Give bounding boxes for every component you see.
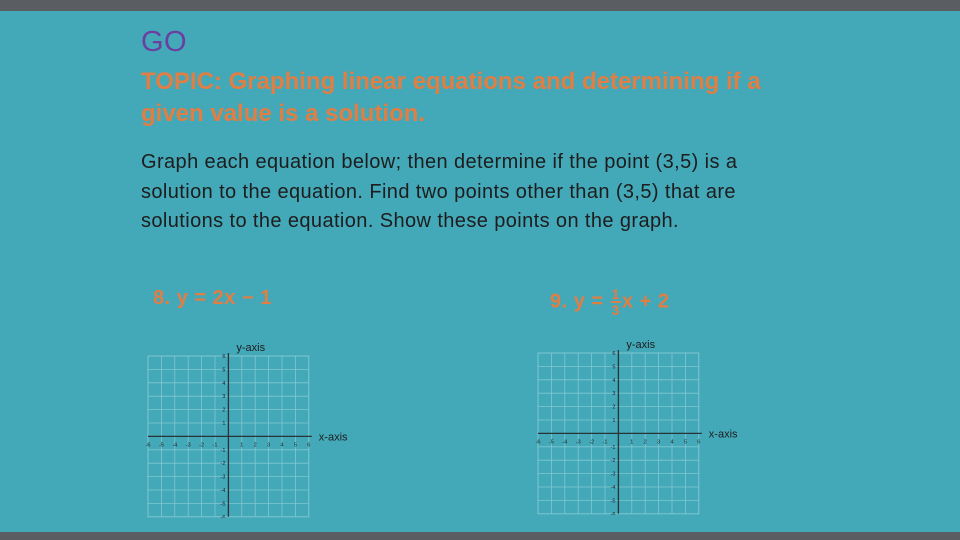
x-tick-label: 4 <box>670 439 674 446</box>
x-tick-label: 5 <box>293 442 297 449</box>
x-tick-label: 6 <box>697 439 701 446</box>
y-tick-label: 1 <box>612 418 616 424</box>
problem-9-prefix: 9. y = <box>550 290 610 313</box>
instructions-text: Graph each equation below; then determine if the point (3,5) is a solution to the equation. Find two points other than (3,5) that are solutions to the equation. Show these points on the graph. <box>141 151 738 232</box>
y-tick-label: 6 <box>612 351 616 357</box>
x-axis-label: x-axis <box>708 428 738 441</box>
fraction-denominator: 3 <box>611 302 620 318</box>
x-tick-label: 1 <box>240 442 244 449</box>
y-tick-label: 3 <box>612 391 616 398</box>
x-tick-label: 2 <box>643 439 647 446</box>
x-tick-label: 2 <box>253 442 257 449</box>
x-tick-label: -2 <box>589 439 595 446</box>
y-axis-label: y-axis <box>626 339 656 351</box>
topic-title: TOPIC: Graphing linear equations and determining if a given value is a solution. <box>141 68 761 127</box>
y-tick-label: -1 <box>610 444 616 451</box>
x-tick-label: -4 <box>172 442 178 449</box>
graph-problem-9[interactable] <box>530 333 745 515</box>
x-tick-label: -5 <box>158 442 164 449</box>
x-tick-label: -3 <box>575 439 581 446</box>
y-tick-label: -4 <box>610 485 616 491</box>
x-tick-label: -3 <box>185 442 191 449</box>
slide-heading: GO <box>141 26 188 58</box>
problem-9-equation <box>550 287 670 317</box>
y-tick-label: -2 <box>220 461 226 468</box>
x-tick-label: 4 <box>280 442 284 449</box>
y-tick-label: -2 <box>610 458 616 465</box>
y-tick-label: 5 <box>612 364 616 371</box>
x-tick-label: 6 <box>307 442 311 449</box>
y-tick-label: 4 <box>222 380 226 387</box>
x-tick-label: 5 <box>683 439 687 446</box>
y-tick-label: -3 <box>220 474 226 481</box>
y-tick-label: 1 <box>222 421 226 427</box>
y-tick-label: 6 <box>222 354 226 360</box>
x-tick-label: -1 <box>602 439 608 446</box>
y-tick-label: -5 <box>220 501 226 508</box>
x-tick-label: -1 <box>212 442 218 449</box>
x-tick-label: -4 <box>562 439 568 446</box>
x-tick-label: 1 <box>630 439 634 446</box>
fraction-numerator: 1 <box>611 286 620 302</box>
y-tick-label: -3 <box>610 471 616 478</box>
y-tick-label: -6 <box>220 514 226 518</box>
y-tick-label: -1 <box>220 447 226 454</box>
bottom-bar <box>0 532 960 540</box>
x-tick-label: -6 <box>145 442 151 449</box>
x-axis-label: x-axis <box>318 431 348 444</box>
graph-problem-8[interactable] <box>140 336 355 518</box>
y-tick-label: 3 <box>222 394 226 401</box>
y-tick-label: -4 <box>220 488 226 494</box>
y-tick-label: 5 <box>222 367 226 374</box>
fraction-one-third <box>611 287 621 317</box>
x-tick-label: -6 <box>535 439 541 446</box>
y-tick-label: 2 <box>612 404 616 411</box>
y-tick-label: 2 <box>222 407 226 414</box>
x-tick-label: -2 <box>199 442 205 449</box>
y-tick-label: 4 <box>612 377 616 384</box>
y-tick-label: -6 <box>610 511 616 515</box>
x-tick-label: 3 <box>657 439 661 446</box>
x-tick-label: -5 <box>548 439 554 446</box>
y-axis-label: y-axis <box>236 342 266 354</box>
problem-9-suffix: x + 2 <box>621 290 670 313</box>
top-bar <box>0 0 960 11</box>
y-tick-label: -5 <box>610 498 616 505</box>
x-tick-label: 3 <box>267 442 271 449</box>
problem-8-equation: 8. y = 2x − 1 <box>153 287 272 309</box>
